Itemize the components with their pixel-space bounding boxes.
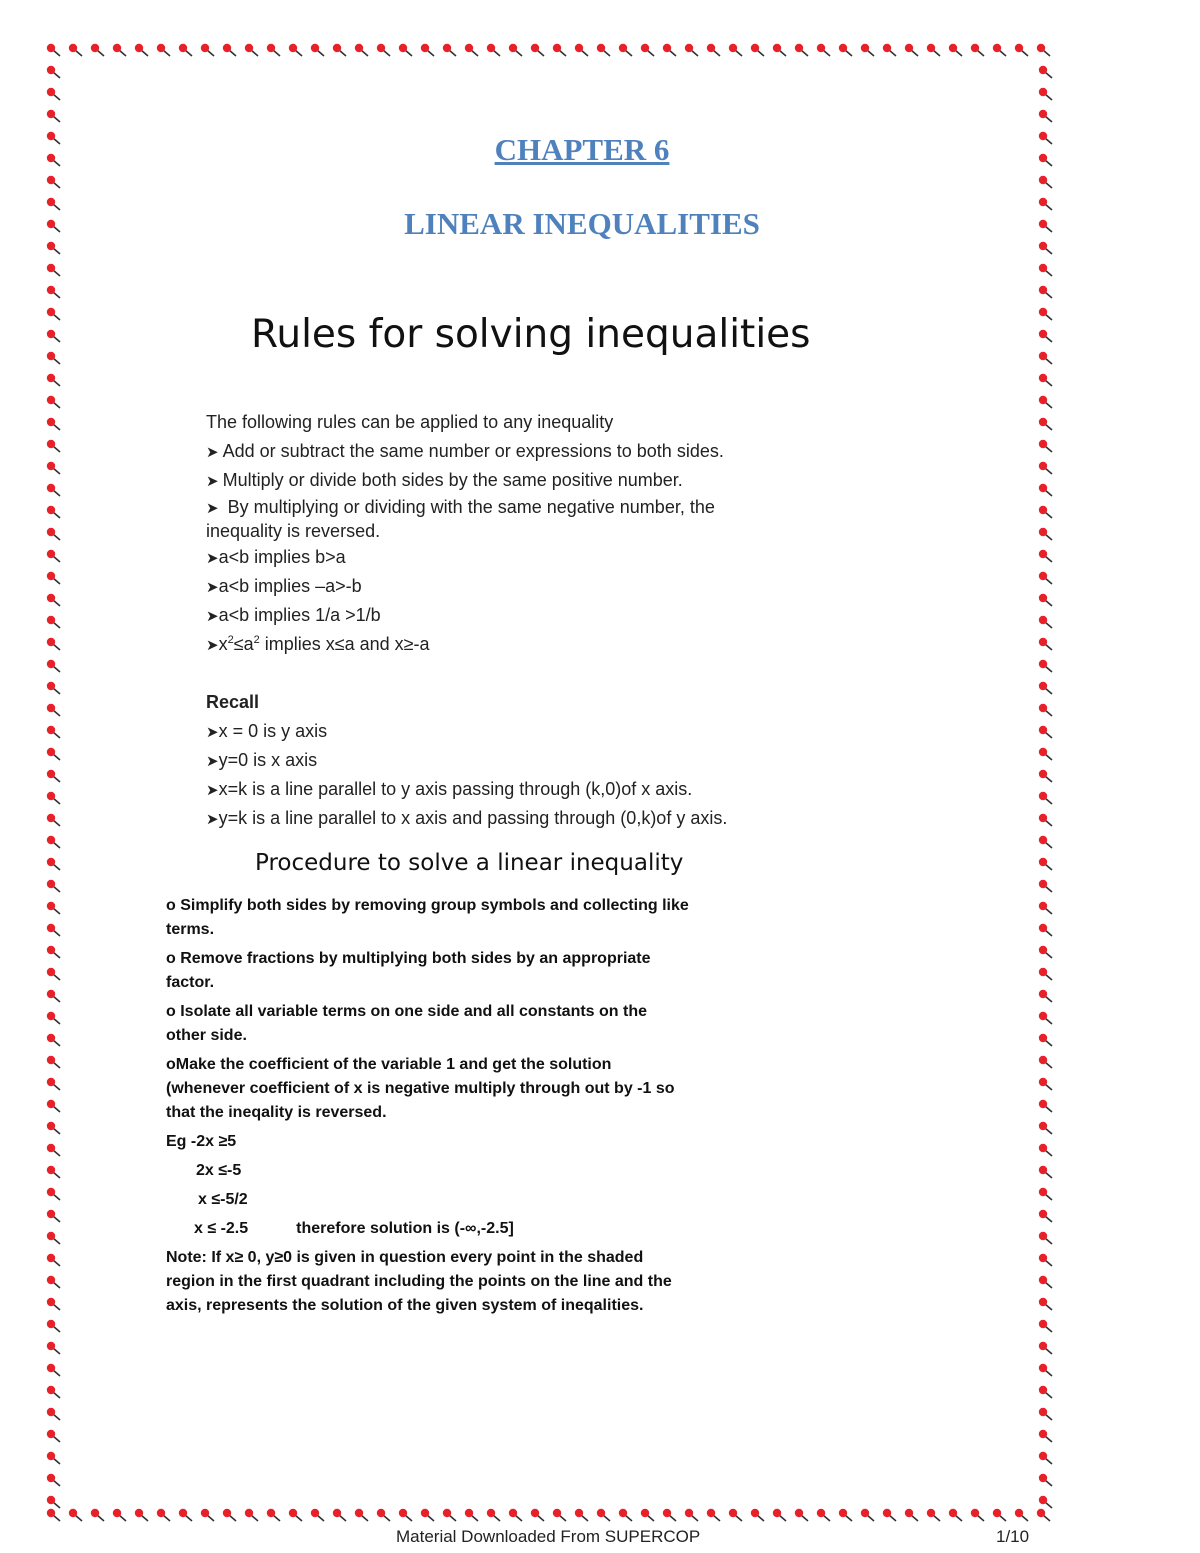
arrow-bullet-icon: ➤ bbox=[206, 473, 219, 490]
border-pin bbox=[1039, 1496, 1052, 1508]
border-pin bbox=[861, 44, 874, 56]
border-pin bbox=[47, 44, 60, 56]
note-line: Note: If x≥ 0, y≥0 is given in question every point in the shaded bbox=[166, 1249, 644, 1266]
border-pin bbox=[47, 374, 60, 386]
border-pin bbox=[1039, 814, 1052, 826]
border-pin bbox=[1039, 1386, 1052, 1398]
rule-item: $➤x^2\le a^2$ implies x≤a and x≥-a bbox=[206, 634, 430, 654]
border-pin bbox=[201, 1509, 214, 1521]
chapter-title: CHAPTER 6 bbox=[494, 132, 670, 167]
border-pin bbox=[707, 44, 720, 56]
border-pin bbox=[597, 1509, 610, 1521]
border-pin bbox=[135, 44, 148, 56]
border-pin bbox=[377, 44, 390, 56]
border-pin bbox=[883, 44, 896, 56]
border-pin bbox=[47, 616, 60, 628]
recall-item: ➤y=k is a line parallel to x axis and passing through (0,k)of y axis. bbox=[206, 808, 728, 828]
border-pin bbox=[1015, 44, 1028, 56]
border-pin bbox=[1039, 1210, 1052, 1222]
border-pin bbox=[47, 1078, 60, 1090]
procedure-line: oMake the coefficient of the variable 1 and get the solution bbox=[166, 1056, 612, 1073]
border-pin bbox=[1039, 506, 1052, 518]
border-pin bbox=[47, 462, 60, 474]
border-pin bbox=[1039, 1034, 1052, 1046]
procedure-line: terms. bbox=[166, 921, 215, 938]
border-pin bbox=[333, 1509, 346, 1521]
arrow-bullet-icon: ➤ bbox=[206, 579, 219, 596]
border-pin bbox=[1039, 1452, 1052, 1464]
border-pin bbox=[1039, 858, 1052, 870]
border-pin bbox=[47, 286, 60, 298]
border-pin bbox=[1039, 1122, 1052, 1134]
border-pin bbox=[839, 44, 852, 56]
border-pin bbox=[47, 330, 60, 342]
border-pin bbox=[1039, 1188, 1052, 1200]
border-pin bbox=[311, 44, 324, 56]
procedure-line: factor. bbox=[166, 974, 215, 991]
border-pin bbox=[619, 1509, 632, 1521]
border-pin bbox=[1039, 880, 1052, 892]
border-pin bbox=[1039, 1078, 1052, 1090]
border-pin bbox=[47, 550, 60, 562]
border-pin bbox=[1039, 660, 1052, 672]
procedure-line: o Remove fractions by multiplying both sides by an appropriate bbox=[166, 950, 651, 967]
border-pin bbox=[443, 1509, 456, 1521]
border-pin bbox=[47, 946, 60, 958]
border-pin bbox=[927, 44, 940, 56]
border-pin bbox=[575, 44, 588, 56]
border-pin bbox=[47, 1188, 60, 1200]
border-pin bbox=[729, 44, 742, 56]
border-pin bbox=[1039, 242, 1052, 254]
border-pin bbox=[91, 44, 104, 56]
border-pin bbox=[47, 858, 60, 870]
border-pin bbox=[1039, 374, 1052, 386]
border-pin bbox=[619, 44, 632, 56]
border-pin bbox=[245, 44, 258, 56]
border-pin bbox=[47, 1452, 60, 1464]
border-pin bbox=[1039, 990, 1052, 1002]
border-pin bbox=[1039, 176, 1052, 188]
border-pin bbox=[47, 1276, 60, 1288]
border-pin bbox=[1039, 264, 1052, 276]
topic-title: LINEAR INEQUALITIES bbox=[404, 206, 760, 241]
border-pin bbox=[47, 880, 60, 892]
border-pin bbox=[377, 1509, 390, 1521]
arrow-bullet-icon: ➤ bbox=[206, 608, 219, 625]
border-pin bbox=[1039, 286, 1052, 298]
border-pin bbox=[1039, 66, 1052, 78]
border-pin bbox=[1039, 726, 1052, 738]
border-pin bbox=[47, 1496, 60, 1508]
rule-item: ➤ Add or subtract the same number or expressions to both sides. bbox=[206, 441, 724, 461]
border-pin bbox=[1039, 440, 1052, 452]
border-pin bbox=[795, 44, 808, 56]
border-pin bbox=[91, 1509, 104, 1521]
arrow-bullet-icon: ➤ bbox=[206, 753, 219, 770]
border-pin bbox=[399, 44, 412, 56]
border-pin bbox=[1039, 484, 1052, 496]
border-pin bbox=[905, 44, 918, 56]
border-pin bbox=[1039, 968, 1052, 980]
procedure-line: that the ineqality is reversed. bbox=[166, 1104, 387, 1121]
procedure-steps bbox=[166, 894, 689, 1318]
border-pin bbox=[201, 44, 214, 56]
border-pin bbox=[47, 792, 60, 804]
border-pin bbox=[113, 1509, 126, 1521]
border-pin bbox=[1039, 330, 1052, 342]
border-pin bbox=[179, 44, 192, 56]
border-pin bbox=[1039, 748, 1052, 760]
border-pin bbox=[267, 44, 280, 56]
border-pin bbox=[509, 44, 522, 56]
border-pin bbox=[487, 44, 500, 56]
rule-item: ➤ Multiply or divide both sides by the same positive number. bbox=[206, 470, 683, 490]
recall-item: ➤x = 0 is y axis bbox=[206, 721, 328, 741]
border-pin bbox=[1039, 1298, 1052, 1310]
border-pin bbox=[487, 1509, 500, 1521]
border-pin bbox=[1039, 308, 1052, 320]
border-pin bbox=[993, 44, 1006, 56]
border-pin bbox=[47, 1509, 60, 1521]
border-pin bbox=[1039, 88, 1052, 100]
border-pin bbox=[47, 1320, 60, 1332]
border-pin bbox=[597, 44, 610, 56]
border-pin bbox=[707, 1509, 720, 1521]
border-pin bbox=[861, 1509, 874, 1521]
border-pin bbox=[47, 242, 60, 254]
border-pin bbox=[575, 1509, 588, 1521]
procedure-heading: Procedure to solve a linear inequality bbox=[255, 850, 684, 876]
border-pin bbox=[509, 1509, 522, 1521]
border-pin bbox=[1039, 1408, 1052, 1420]
border-pin bbox=[47, 990, 60, 1002]
border-pin bbox=[47, 264, 60, 276]
border-pin bbox=[531, 1509, 544, 1521]
arrow-bullet-icon: ➤ bbox=[206, 444, 219, 461]
border-pin bbox=[993, 1509, 1006, 1521]
border-pin bbox=[47, 572, 60, 584]
border-pin bbox=[47, 902, 60, 914]
border-pin bbox=[179, 1509, 192, 1521]
border-pin bbox=[751, 44, 764, 56]
border-pin bbox=[47, 726, 60, 738]
arrow-bullet-icon: ➤ bbox=[206, 811, 219, 828]
border-pin bbox=[1039, 792, 1052, 804]
border-pin bbox=[47, 1386, 60, 1398]
rules-intro: The following rules can be applied to any inequality bbox=[206, 412, 614, 432]
border-pin bbox=[47, 176, 60, 188]
border-pin bbox=[355, 1509, 368, 1521]
border-pin bbox=[971, 44, 984, 56]
border-pin bbox=[47, 1254, 60, 1266]
rules-list bbox=[206, 408, 724, 659]
border-pin bbox=[553, 1509, 566, 1521]
border-pin bbox=[949, 44, 962, 56]
procedure-line: other side. bbox=[166, 1027, 247, 1044]
border-pin bbox=[1039, 462, 1052, 474]
border-pin bbox=[1039, 946, 1052, 958]
border-pin bbox=[135, 1509, 148, 1521]
border-pin bbox=[1039, 1430, 1052, 1442]
border-pin bbox=[1039, 1056, 1052, 1068]
border-pin bbox=[47, 66, 60, 78]
border-pin bbox=[47, 770, 60, 782]
example-line: 2x ≤-5 bbox=[196, 1162, 242, 1179]
border-pin bbox=[113, 44, 126, 56]
border-pin bbox=[47, 1034, 60, 1046]
border-pin bbox=[795, 1509, 808, 1521]
example-line: x ≤ -2.5 therefore solution is (-∞,-2.5] bbox=[194, 1220, 514, 1237]
procedure-line: o Isolate all variable terms on one side and all constants on the bbox=[166, 1003, 648, 1020]
rule-item: ➤a<b implies 1/a >1/b bbox=[206, 605, 381, 625]
border-pin bbox=[47, 484, 60, 496]
border-pin bbox=[47, 440, 60, 452]
border-pin bbox=[47, 814, 60, 826]
border-pin bbox=[1039, 550, 1052, 562]
border-pin bbox=[883, 1509, 896, 1521]
border-pin bbox=[69, 1509, 82, 1521]
border-pin bbox=[1039, 1342, 1052, 1354]
border-pin bbox=[1039, 352, 1052, 364]
border-pin bbox=[839, 1509, 852, 1521]
recall-item: ➤x=k is a line parallel to y axis passing through (k,0)of x axis. bbox=[206, 779, 693, 799]
border-pin bbox=[289, 1509, 302, 1521]
border-pin bbox=[47, 1364, 60, 1376]
note-line: axis, represents the solution of the given system of ineqalities. bbox=[166, 1297, 644, 1314]
border-pin bbox=[47, 704, 60, 716]
border-pin bbox=[223, 44, 236, 56]
border-pin bbox=[531, 44, 544, 56]
border-pin bbox=[47, 528, 60, 540]
arrow-bullet-icon: ➤ bbox=[206, 500, 219, 517]
recall-item: ➤y=0 is x axis bbox=[206, 750, 318, 770]
border-pin bbox=[1039, 1474, 1052, 1486]
arrow-bullet-icon: ➤ bbox=[206, 637, 219, 654]
border-pin bbox=[47, 968, 60, 980]
border-pin bbox=[47, 418, 60, 430]
border-pin bbox=[1039, 594, 1052, 606]
border-pin bbox=[399, 1509, 412, 1521]
border-pin bbox=[1039, 1232, 1052, 1244]
border-pin bbox=[47, 682, 60, 694]
border-pin bbox=[47, 1210, 60, 1222]
rule-item: ➤a<b implies b>a bbox=[206, 547, 346, 567]
rule-item: ➤ By multiplying or dividing with the same negative number, the bbox=[206, 497, 715, 517]
border-pin bbox=[1039, 1166, 1052, 1178]
border-pin bbox=[47, 836, 60, 848]
border-pin bbox=[421, 1509, 434, 1521]
border-pin bbox=[1039, 396, 1052, 408]
arrow-bullet-icon: ➤ bbox=[206, 724, 219, 741]
border-pin bbox=[1039, 1320, 1052, 1332]
border-pin bbox=[1039, 902, 1052, 914]
border-pin bbox=[1039, 1012, 1052, 1024]
recall-heading: Recall bbox=[206, 692, 260, 712]
border-pin bbox=[1039, 924, 1052, 936]
border-pin bbox=[47, 88, 60, 100]
border-pin bbox=[1039, 638, 1052, 650]
border-pin bbox=[817, 44, 830, 56]
example-line: Eg -2x ≥5 bbox=[166, 1133, 237, 1150]
border-pin bbox=[1037, 1509, 1050, 1521]
border-pin bbox=[1039, 1254, 1052, 1266]
border-pin bbox=[333, 44, 346, 56]
border-pin bbox=[773, 1509, 786, 1521]
border-pin bbox=[47, 352, 60, 364]
border-pin bbox=[443, 44, 456, 56]
border-pin bbox=[47, 1166, 60, 1178]
border-pin bbox=[1039, 1364, 1052, 1376]
border-pin bbox=[1039, 572, 1052, 584]
page-number: 1/10 bbox=[996, 1527, 1030, 1546]
border-pin bbox=[1015, 1509, 1028, 1521]
border-pin bbox=[1039, 1276, 1052, 1288]
border-pin bbox=[465, 1509, 478, 1521]
border-pin bbox=[69, 44, 82, 56]
example-line: x ≤-5/2 bbox=[198, 1191, 248, 1208]
border-pin bbox=[47, 1012, 60, 1024]
border-pin bbox=[47, 1056, 60, 1068]
procedure-line: o Simplify both sides by removing group symbols and collecting like bbox=[166, 897, 689, 914]
border-pin bbox=[267, 1509, 280, 1521]
border-pin bbox=[1039, 528, 1052, 540]
border-pin bbox=[663, 1509, 676, 1521]
border-pin bbox=[685, 1509, 698, 1521]
arrow-bullet-icon: ➤ bbox=[206, 550, 219, 567]
arrow-bullet-icon: ➤ bbox=[206, 782, 219, 799]
footer-source-text: Material Downloaded From SUPERCOP bbox=[396, 1527, 701, 1546]
border-pin bbox=[1039, 704, 1052, 716]
border-pin bbox=[47, 308, 60, 320]
border-pin bbox=[465, 44, 478, 56]
border-pin bbox=[553, 44, 566, 56]
border-pin bbox=[223, 1509, 236, 1521]
border-pin bbox=[47, 1298, 60, 1310]
border-pin bbox=[641, 1509, 654, 1521]
border-pin bbox=[47, 1430, 60, 1442]
border-pin bbox=[157, 1509, 170, 1521]
border-pin bbox=[971, 1509, 984, 1521]
border-pin bbox=[1039, 616, 1052, 628]
border-pin bbox=[47, 1144, 60, 1156]
border-pin bbox=[663, 44, 676, 56]
border-pin bbox=[927, 1509, 940, 1521]
border-pin bbox=[47, 1408, 60, 1420]
rule-item: ➤a<b implies –a>-b bbox=[206, 576, 362, 596]
rule-item-continuation: inequality is reversed. bbox=[206, 521, 381, 541]
border-pin bbox=[905, 1509, 918, 1521]
border-pin bbox=[47, 1122, 60, 1134]
border-pin bbox=[1039, 836, 1052, 848]
border-pin bbox=[729, 1509, 742, 1521]
border-pin bbox=[47, 1474, 60, 1486]
border-pin bbox=[47, 594, 60, 606]
border-pin bbox=[1037, 44, 1050, 56]
note-line: region in the first quadrant including the points on the line and the bbox=[166, 1273, 672, 1290]
border-pin bbox=[641, 44, 654, 56]
border-pin bbox=[311, 1509, 324, 1521]
border-pin bbox=[685, 44, 698, 56]
border-pin bbox=[289, 44, 302, 56]
border-pin bbox=[47, 638, 60, 650]
border-pin bbox=[773, 44, 786, 56]
border-pin bbox=[1039, 1144, 1052, 1156]
border-pin bbox=[47, 396, 60, 408]
border-pin bbox=[751, 1509, 764, 1521]
border-pin bbox=[47, 110, 60, 122]
border-pin bbox=[949, 1509, 962, 1521]
border-pin bbox=[817, 1509, 830, 1521]
border-pin bbox=[47, 924, 60, 936]
border-pin bbox=[47, 660, 60, 672]
border-pin bbox=[1039, 110, 1052, 122]
border-pin bbox=[1039, 1100, 1052, 1112]
rules-heading: Rules for solving inequalities bbox=[251, 312, 811, 357]
border-pin bbox=[47, 1342, 60, 1354]
border-pin bbox=[1039, 418, 1052, 430]
border-pin bbox=[1039, 770, 1052, 782]
border-pin bbox=[1039, 682, 1052, 694]
recall-list bbox=[206, 688, 727, 833]
border-pin bbox=[421, 44, 434, 56]
border-pin bbox=[245, 1509, 258, 1521]
border-pin bbox=[47, 1232, 60, 1244]
border-pin bbox=[47, 506, 60, 518]
border-pin bbox=[47, 748, 60, 760]
procedure-line: (whenever coefficient of x is negative multiply through out by -1 so bbox=[166, 1080, 675, 1097]
border-pin bbox=[157, 44, 170, 56]
border-pin bbox=[47, 1100, 60, 1112]
border-pin bbox=[355, 44, 368, 56]
